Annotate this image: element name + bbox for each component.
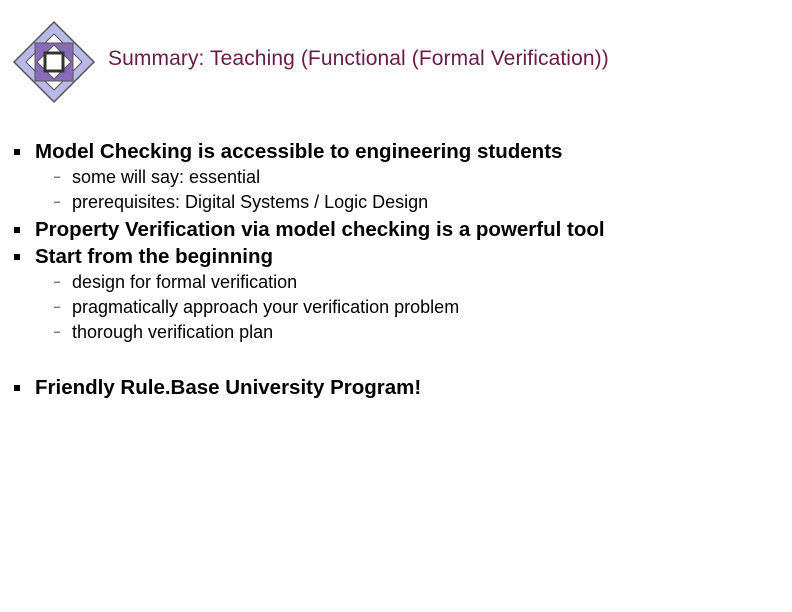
square-bullet-icon xyxy=(14,254,20,260)
logo-icon xyxy=(12,20,96,104)
dash-bullet-icon: – xyxy=(54,301,61,313)
dash-bullet-icon: – xyxy=(54,196,61,208)
dash-bullet-icon: – xyxy=(54,326,61,338)
bullet-text: Model Checking is accessible to engineering students xyxy=(35,140,563,163)
dash-bullet-icon: – xyxy=(54,171,61,183)
dash-bullet-icon: – xyxy=(54,276,61,288)
sub-bullet-text: design for formal verification xyxy=(72,272,298,292)
sub-bullet-text: pragmatically approach your verification problem xyxy=(72,297,460,317)
sub-bullet-text: prerequisites: Digital Systems / Logic Design xyxy=(72,192,429,212)
sub-bullet-text: some will say: essential xyxy=(72,167,261,187)
square-bullet-icon xyxy=(14,385,20,391)
slide-title: Summary: Teaching (Functional (Formal Verification)) xyxy=(108,47,609,70)
sub-bullet-text: thorough verification plan xyxy=(72,322,274,342)
bullet-text: Friendly Rule.Base University Program! xyxy=(35,376,422,399)
bullet-text: Property Verification via model checking is a powerful tool xyxy=(35,218,605,241)
square-bullet-icon xyxy=(14,149,20,155)
bullet-text: Start from the beginning xyxy=(35,245,274,268)
square-bullet-icon xyxy=(14,227,20,233)
